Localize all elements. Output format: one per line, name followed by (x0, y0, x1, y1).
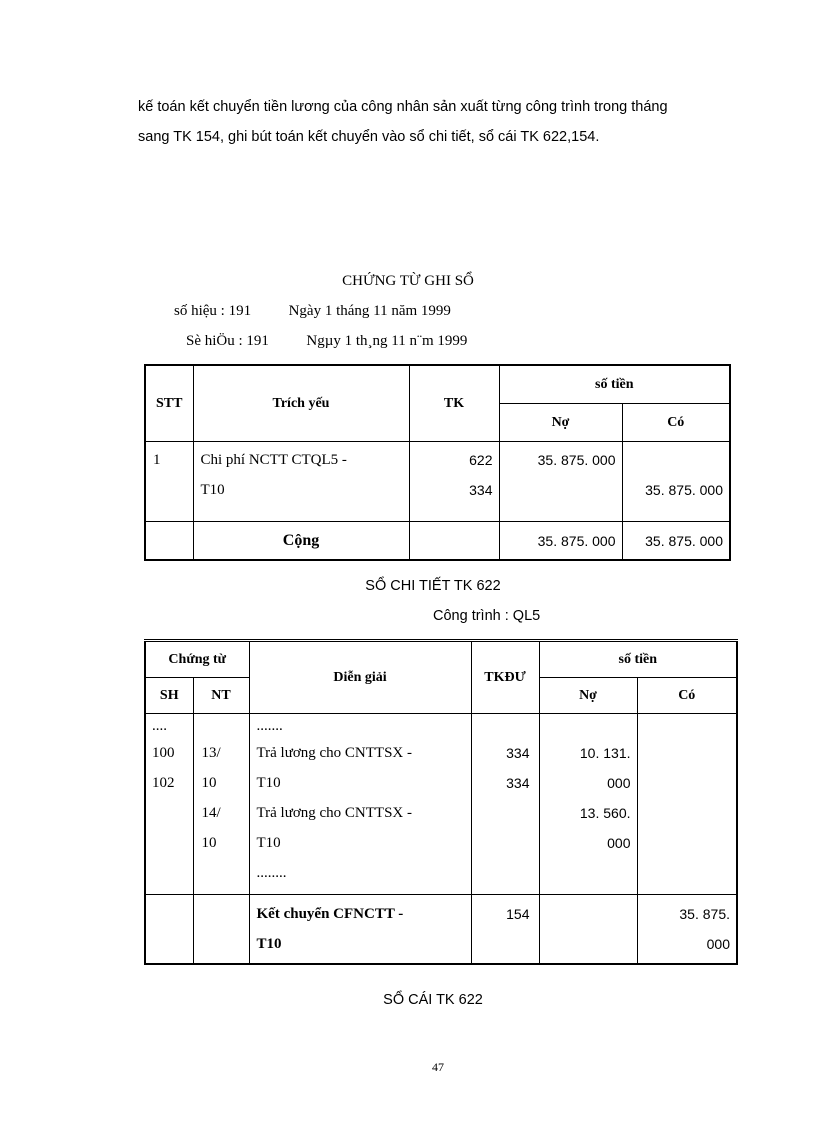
ledger-title: SỔ CÁI TK 622 (383, 992, 483, 1008)
header-so-tien: số tiền (539, 641, 737, 678)
summary-empty-nt (193, 895, 249, 965)
detail-subtitle: Công trình : QL5 (433, 608, 541, 624)
table-row (145, 714, 737, 895)
row-stt: 1 (145, 442, 193, 522)
header-tkdu: TKĐƯ (471, 641, 539, 714)
body-sh: .... 100 102 (145, 714, 193, 895)
intro-line-2: sang TK 154, ghi bút toán kết chuyển vào sổ chi tiết, sổ cái TK 622,154. (138, 129, 600, 145)
summary-empty-no (539, 895, 637, 965)
total-no: 35. 875. 000 (499, 522, 622, 561)
body-description: ....... Trả lương cho CNTTSX - T10 Trả lương cho CNTTSX - T10 ........ (249, 714, 471, 895)
row-tk-debit: 622 (469, 452, 493, 468)
header-chung-tu: Chứng từ (145, 641, 249, 678)
voucher-title: CHỨNG TỪ GHI SỔ (342, 273, 474, 289)
row-tk (409, 442, 499, 522)
total-row (145, 522, 730, 561)
summary-row (145, 895, 737, 965)
detail-table (144, 639, 738, 965)
header-trich-yeu: Trích yếu (193, 365, 409, 442)
voucher-table (144, 364, 731, 561)
header-sh: SH (145, 678, 193, 714)
header-no: Nợ (539, 678, 637, 714)
total-label: Cộng (193, 522, 409, 561)
total-co: 35. 875. 000 (622, 522, 730, 561)
body-tkdu: 334 334 (471, 714, 539, 895)
header-dien-giai: Diễn giải (249, 641, 471, 714)
summary-tkdu: 154 (471, 895, 539, 965)
body-nt: 13/ 10 14/ 10 (193, 714, 249, 895)
summary-co: 35. 875. 000 (637, 895, 737, 965)
header-nt: NT (193, 678, 249, 714)
header-so-tien: số tiền (499, 365, 730, 404)
body-co (637, 714, 737, 895)
row-tk-credit: 334 (469, 482, 493, 498)
voucher-meta-line-2: Sè hiÖu : 191 Ngµy 1 th¸ng 11 n¨m 1999 (186, 333, 468, 349)
total-empty-tk (409, 522, 499, 561)
row-description (193, 442, 409, 522)
page-number: 47 (432, 1060, 444, 1074)
row-description-line-1: Chi phí NCTT CTQL5 - (200, 452, 347, 468)
summary-description: Kết chuyển CFNCTT - T10 (249, 895, 471, 965)
row-no: 35. 875. 000 (499, 442, 622, 522)
header-co: Có (637, 678, 737, 714)
total-empty-stt (145, 522, 193, 561)
header-stt: STT (145, 365, 193, 442)
row-co: 35. 875. 000 (622, 442, 730, 522)
body-no: 10. 131. 000 13. 560. 000 (539, 714, 637, 895)
table-row (145, 442, 730, 522)
summary-empty-sh (145, 895, 193, 965)
header-co: Có (622, 404, 730, 442)
voucher-meta-line-1: số hiệu : 191 Ngày 1 tháng 11 năm 1999 (174, 303, 451, 319)
intro-line-1: kế toán kết chuyển tiền lương của công nhân sản xuất từng công trình trong tháng (138, 99, 668, 115)
header-tk: TK (409, 365, 499, 442)
detail-title: SỔ CHI TIẾT TK 622 (365, 578, 501, 594)
intro-paragraph (138, 92, 738, 152)
row-description-line-2: T10 (200, 482, 225, 498)
header-no: Nợ (499, 404, 622, 442)
